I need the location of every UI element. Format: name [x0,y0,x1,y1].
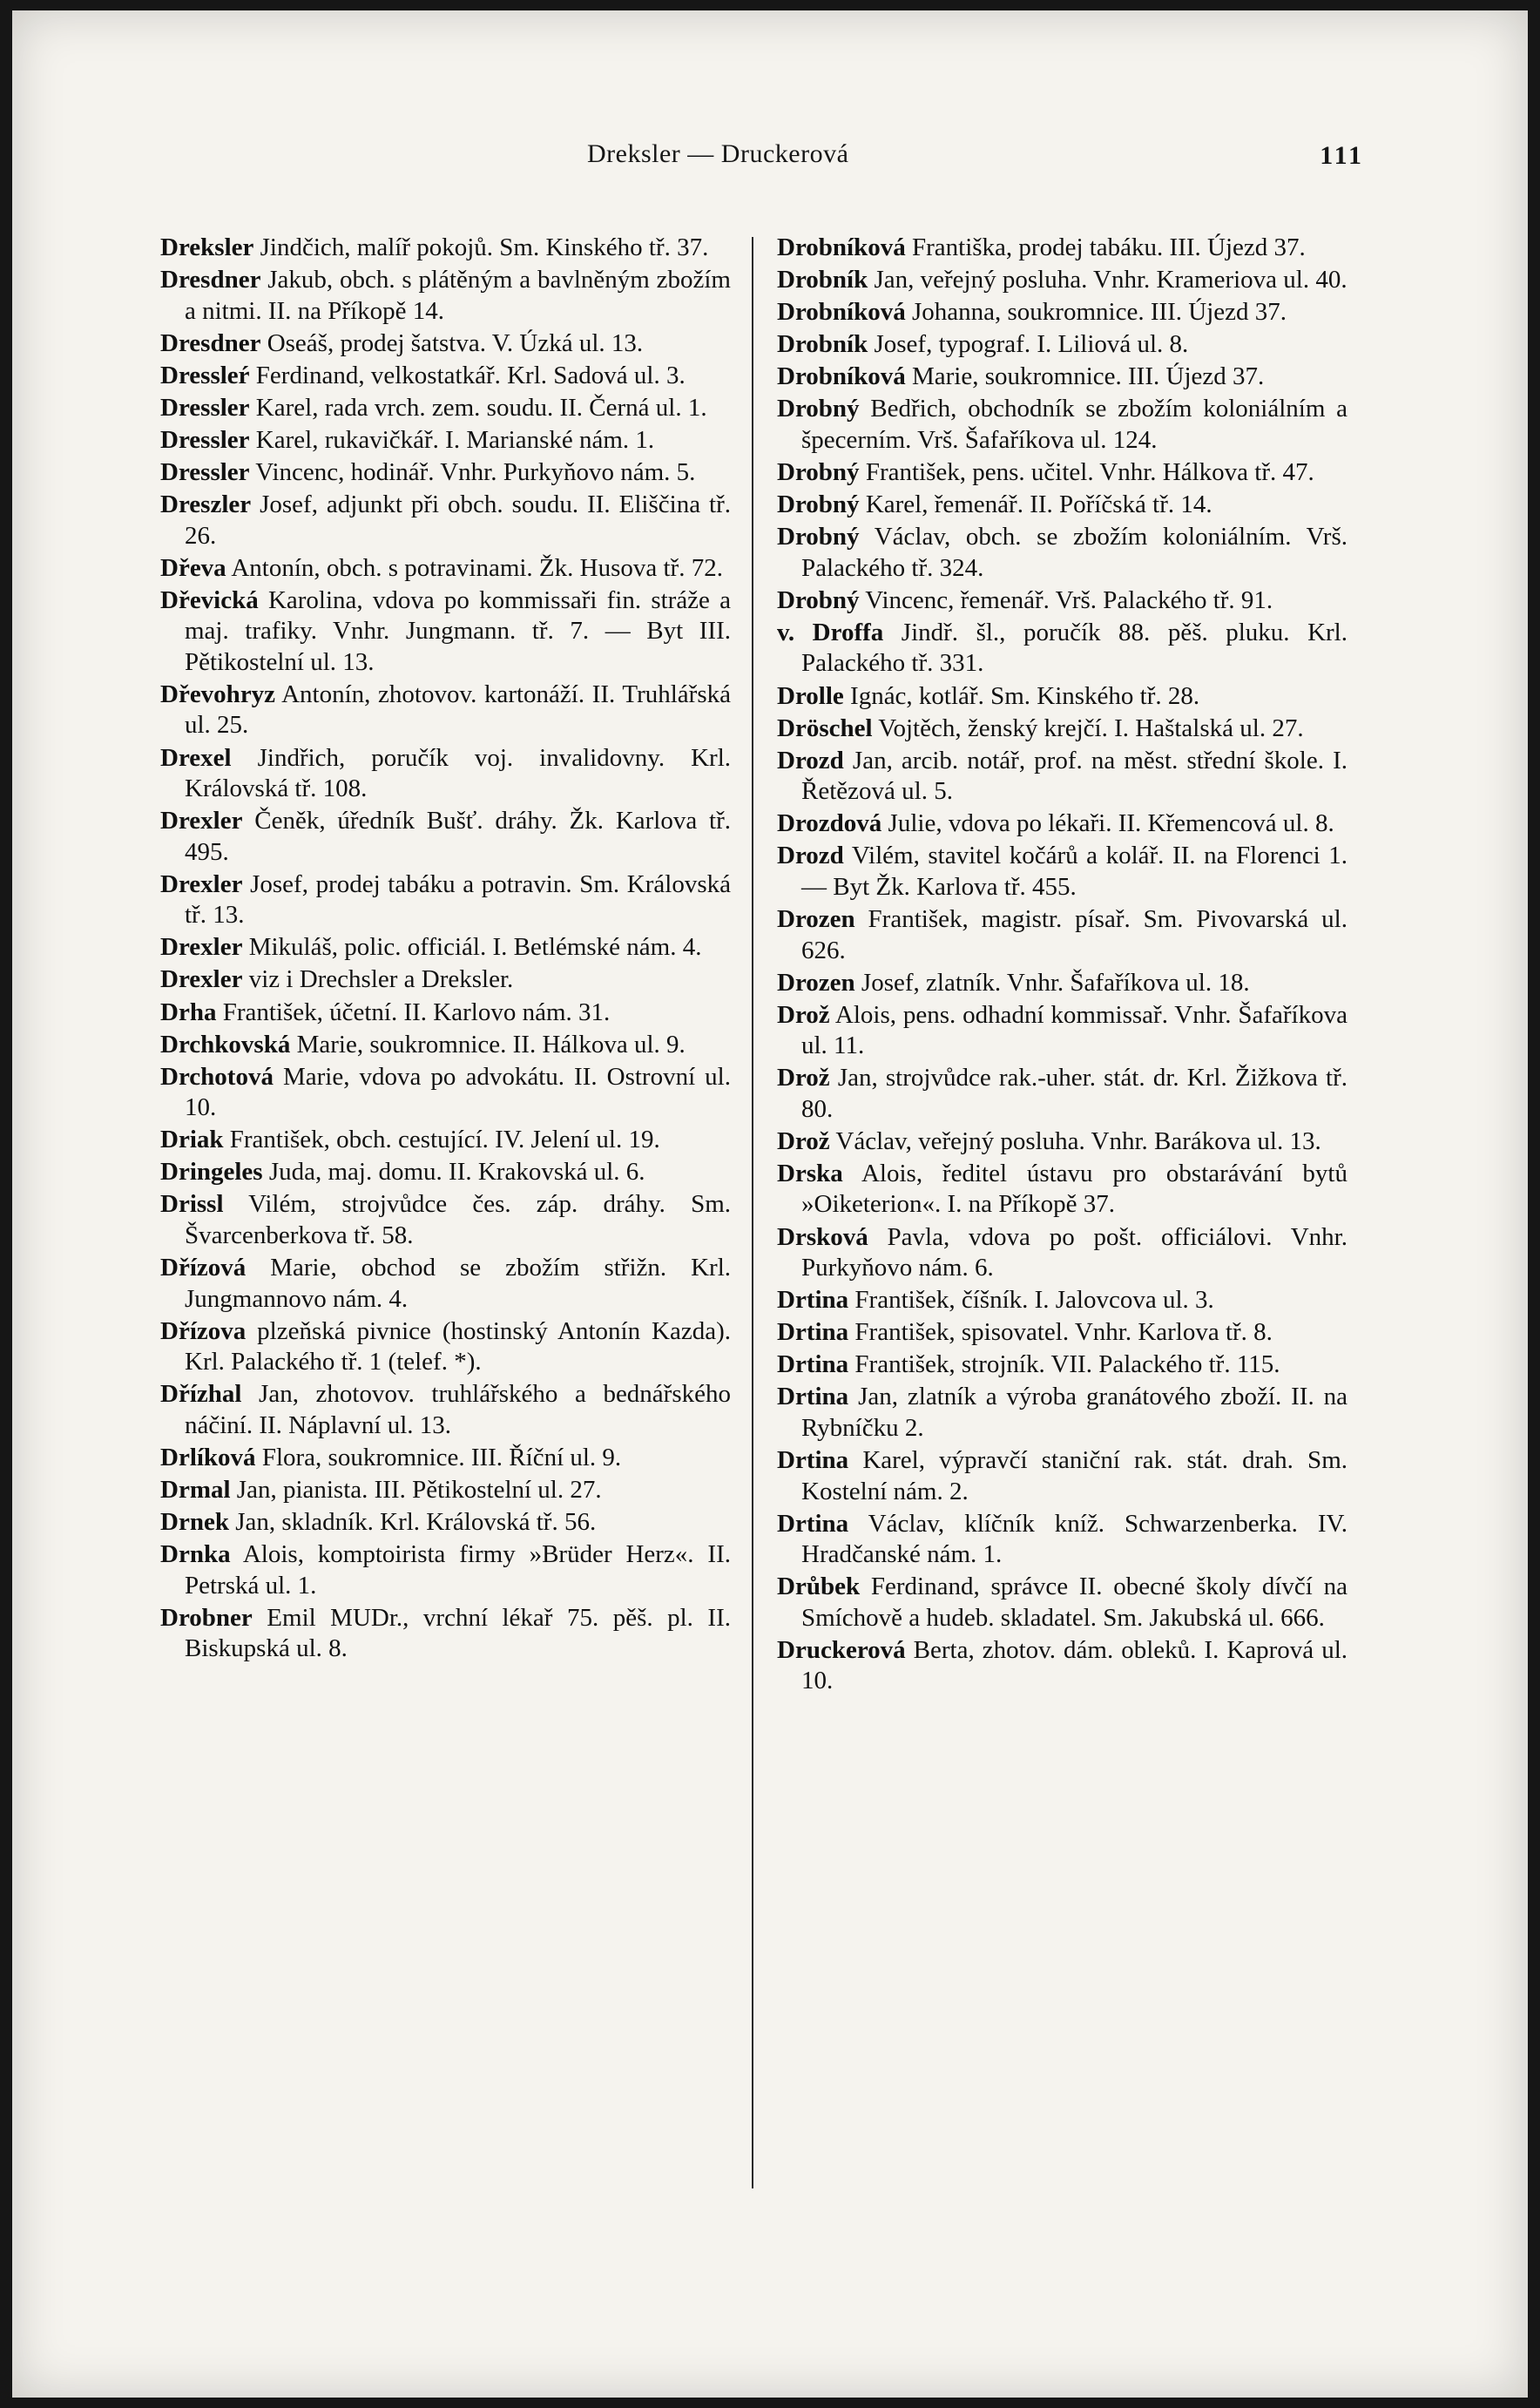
directory-entry [777,808,1348,840]
directory-entry [160,1539,731,1601]
entry-details: Vilém, strojvůdce čes. záp. dráhy. Sm. Švarcenberkova tř. 58. [185,1190,731,1249]
entry-surname: Drchkovská [160,1030,291,1059]
directory-entry [777,265,1348,296]
entry-details: Marie, soukromnice. III. Újezd 37. [905,362,1265,391]
directory-entry [160,806,731,868]
entry-details: Alois, ředitel ústavu pro obstarávání bytů »Oiketerion«. I. na Příkopě 37. [801,1159,1348,1219]
entry-details: Jan, skladník. Krl. Královská tř. 56. [228,1508,597,1537]
entry-details: Marie, vdova po advokátu. II. Ostrovní ul. 10. [185,1062,731,1122]
directory-entry [777,522,1348,584]
entry-details: Juda, maj. domu. II. Krakovská ul. 6. [262,1158,645,1187]
entry-surname: Dresdner [160,328,261,357]
directory-entry [160,490,731,551]
entry-surname: Drska [777,1159,843,1187]
entry-surname: Drnka [160,1540,231,1569]
page-number: 111 [1320,141,1364,170]
directory-entry [160,1507,731,1539]
entry-surname: Drůbek [777,1573,861,1601]
entry-surname: Drissl [160,1190,224,1219]
directory-entry [160,743,731,805]
directory-entry [160,425,731,457]
entry-details: František, účetní. II. Karlovo nám. 31. [216,998,611,1026]
entry-surname: Dreszler [160,490,252,519]
entry-surname: Dressler [160,393,250,422]
entry-details: Jan, strojvůdce rak.-uher. stát. dr. Krl. Žižkova tř. 80. [801,1064,1348,1123]
directory-entry [160,457,731,489]
entry-surname: Dřízhal [160,1380,242,1409]
entry-surname: Dringeles [160,1158,263,1187]
entry-surname: Drozd [777,746,844,774]
directory-entry [777,1222,1348,1284]
entry-details: Alois, pens. odhadní kommissař. Vnhr. Šafaříkova ul. 11. [801,1000,1348,1060]
directory-entry [777,1317,1348,1349]
left-column [160,233,731,1666]
directory-entry [777,1063,1348,1125]
entry-details: Jan, pianista. III. Pětikostelní ul. 27. [230,1475,602,1504]
entry-surname: Drozdová [777,809,882,838]
directory-entry [777,1382,1348,1444]
directory-entry [777,841,1348,903]
entry-surname: Drož [777,1126,830,1155]
entry-details: Jakub, obch. s plátěným a bavlněným zbožím a nitmi. II. na Příkopě 14. [185,266,731,325]
directory-entry [777,1349,1348,1381]
entry-details: Václav, veřejný posluha. Vnhr. Barákova ul. 13. [829,1126,1321,1155]
directory-entry [160,1443,731,1474]
entry-details: František, pens. učitel. Vnhr. Hálkova tř. 47. [859,458,1314,487]
entry-surname: Dreksler [160,233,254,261]
entry-details: Jindř. šl., poručík 88. pěš. pluku. Krl. Palackého tř. 331. [801,618,1348,678]
entry-surname: Drobníková [777,233,906,261]
directory-entry [777,714,1348,745]
entry-details: Johanna, soukromnice. III. Újezd 37. [905,298,1287,327]
entry-details: Čeněk, úředník Bušť. dráhy. Žk. Karlova tř. 495. [185,807,731,866]
entry-surname: Drozen [777,968,855,997]
entry-details: Julie, vdova po lékaři. II. Křemencová ul. 8. [881,809,1334,838]
entry-details: Františka, prodej tabáku. III. Újezd 37. [905,233,1306,261]
directory-entry [160,1253,731,1315]
entry-surname: Drtina [777,1286,849,1315]
directory-entry [777,1159,1348,1221]
entry-surname: Drchotová [160,1062,274,1091]
entry-details: Karel, výpravčí staniční rak. stát. drah. Sm. Kostelní nám. 2. [801,1446,1348,1505]
entry-surname: Drobník [777,330,868,359]
entry-surname: Dröschel [777,714,873,742]
column-divider [752,237,753,2188]
directory-entry [777,1635,1348,1697]
entry-surname: Dřevohryz [160,680,276,708]
directory-entry [160,1379,731,1441]
entry-details: Karel, rada vrch. zem. soudu. II. Černá ul. 1. [249,393,707,422]
entry-surname: v. Droffa [777,618,884,646]
entry-surname: Drozen [777,905,855,933]
entry-details: Josef, typograf. I. Liliová ul. 8. [868,330,1189,359]
entry-details: Jan, zhotovov. truhlářského a bednářského náčiní. II. Náplavní ul. 13. [185,1380,731,1439]
entry-details: Jan, arcib. notář, prof. na měst. střední škole. I. Řetězová ul. 5. [801,746,1348,806]
entry-surname: Driak [160,1126,224,1154]
directory-entry [777,1572,1348,1634]
directory-entry [160,1603,731,1665]
entry-details: Josef, zlatník. Vnhr. Šafaříkova ul. 18. [854,968,1250,997]
entry-details: Jindčich, malíř pokojů. Sm. Kinského tř. 37. [253,233,709,261]
directory-entry [160,998,731,1029]
directory-entry [160,585,731,679]
directory-entry [777,457,1348,489]
directory-entry [777,968,1348,999]
directory-entry [777,1000,1348,1062]
directory-entry [160,393,731,424]
entry-surname: Drexler [160,807,243,835]
directory-entry [160,1157,731,1188]
entry-details: Marie, soukromnice. II. Hálkova ul. 9. [290,1030,686,1059]
directory-entry [777,746,1348,808]
entry-details: Jindřich, poručík voj. invalidovny. Krl. Královská tř. 108. [185,743,731,803]
directory-entry [777,394,1348,456]
directory-entry [777,1285,1348,1316]
entry-details: Vilém, stavitel kočárů a kolář. II. na Florenci 1. — Byt Žk. Karlova tř. 455. [801,842,1348,901]
directory-entry [777,297,1348,328]
entry-details: viz i Drechsler a Dreksler. [242,965,514,994]
entry-surname: Drobný [777,458,860,487]
directory-entry [160,1316,731,1378]
directory-entry [777,681,1348,713]
entry-surname: Drmal [160,1475,231,1504]
directory-entry [160,361,731,392]
entry-surname: Dřízova [160,1316,247,1345]
directory-entry [777,904,1348,966]
entry-details: František, strojník. VII. Palackého tř. 115. [848,1350,1280,1379]
entry-surname: Drtina [777,1318,849,1347]
entry-details: plzeňská pivnice (hostinský Antonín Kazda). Krl. Palackého tř. 1 (telef. *). [185,1316,731,1376]
entry-details: Jan, zlatník a výroba granátového zboží. II. na Rybníčku 2. [801,1383,1348,1442]
entry-surname: Drexler [160,965,243,994]
entry-details: Antonín, zhotovov. kartonáží. II. Truhlářská ul. 25. [185,680,731,740]
entry-surname: Drexel [160,743,232,772]
entry-surname: Drsková [777,1222,868,1251]
entry-details: Ferdinand, správce II. obecné školy dívčí na Smíchově a hudeb. skladatel. Sm. Jakubská ul. 666. [801,1573,1348,1632]
entry-surname: Drtina [777,1383,849,1411]
entry-surname: Drobný [777,395,860,423]
entry-details: Václav, obch. se zbožím koloniálním. Vrš. Palackého tř. 324. [801,523,1348,582]
entry-details: Josef, prodej tabáku a potravin. Sm. Královská tř. 13. [185,869,731,930]
entry-details: Bedřich, obchodník se zbožím koloniálním a špecerním. Vrš. Šafaříkova ul. 124. [801,395,1348,454]
entry-surname: Drolle [777,681,844,710]
entry-surname: Dressleŕ [160,361,250,389]
entry-surname: Drož [777,1064,830,1092]
entry-surname: Drtina [777,1509,849,1538]
entry-details: Vincenc, řemenář. Vrš. Palackého tř. 91. [859,585,1273,614]
entry-details: Karel, řemenář. II. Poříčská tř. 14. [859,490,1212,519]
entry-details: Karolina, vdova po kommissaři fin. stráže a maj. trafiky. Vnhr. Jungmann. tř. 7. — Byt III. Pětikostelní ul. 13. [185,585,731,676]
entry-details: František, obch. cestující. IV. Jelení ul. 19. [223,1126,660,1154]
directory-entry [160,680,731,741]
entry-surname: Drnek [160,1508,229,1537]
entry-details: František, spisovatel. Vnhr. Karlova tř. 8. [848,1318,1273,1347]
entry-details: Mikuláš, polic. officiál. I. Betlémské nám. 4. [242,933,702,962]
directory-entry [777,490,1348,521]
entry-surname: Drobníková [777,362,906,391]
entry-surname: Dresdner [160,266,261,294]
directory-entry [777,1509,1348,1571]
entry-surname: Dřeva [160,553,226,582]
directory-entry [160,1062,731,1124]
entry-surname: Drlíková [160,1443,256,1471]
directory-entry [160,1475,731,1506]
entry-details: Oseáš, prodej šatstva. V. Úzká ul. 13. [260,328,644,357]
directory-entry [160,553,731,585]
entry-details: Flora, soukromnice. III. Říční ul. 9. [255,1443,622,1471]
entry-details: Karel, rukavičkář. I. Marianské nám. 1. [249,425,655,454]
entry-surname: Drozd [777,842,844,870]
directory-entry [160,1030,731,1061]
entry-details: Berta, zhotov. dám. obleků. I. Kaprová ul. 10. [801,1635,1348,1695]
entry-surname: Dřízová [160,1254,247,1282]
directory-entry [777,585,1348,617]
directory-page [12,10,1528,2398]
entry-details: Alois, komptoirista firmy »Brüder Herz«. II. Petrská ul. 1. [185,1540,731,1600]
running-head: Dreksler — Druckerová [587,139,849,168]
directory-entry [160,1125,731,1156]
entry-details: Antonín, obch. s potravinami. Žk. Husova tř. 72. [226,553,723,582]
entry-surname: Dressler [160,458,250,487]
entry-surname: Drobný [777,523,860,551]
right-column [777,233,1348,1698]
directory-entry [160,233,731,264]
directory-entry [160,869,731,931]
entry-surname: Drtina [777,1446,849,1475]
entry-surname: Drexler [160,869,243,898]
entry-surname: Drtina [777,1350,849,1379]
directory-entry [777,618,1348,680]
entry-surname: Drož [777,1000,830,1029]
entry-details: Pavla, vdova po pošt. officiálovi. Vnhr. Purkyňovo nám. 6. [801,1222,1348,1282]
entry-surname: Drobníková [777,298,906,327]
entry-details: Josef, adjunkt při obch. soudu. II. Eliščina tř. 26. [185,490,731,550]
directory-entry [777,233,1348,264]
directory-entry [160,328,731,360]
entry-details: Vincenc, hodinář. Vnhr. Purkyňovo nám. 5. [249,458,696,487]
directory-entry [160,1189,731,1251]
entry-surname: Drobník [777,266,868,294]
entry-details: Marie, obchod se zbožím střižn. Krl. Jungmannovo nám. 4. [185,1254,731,1313]
directory-entry [777,362,1348,393]
directory-entry [160,964,731,996]
entry-details: Ferdinand, velkostatkář. Krl. Sadová ul. 3. [249,361,686,389]
directory-entry [777,1126,1348,1158]
entry-details: František, číšník. I. Jalovcova ul. 3. [848,1286,1214,1315]
entry-details: František, magistr. písař. Sm. Pivovarská ul. 626. [801,905,1348,964]
entry-surname: Dressler [160,425,250,454]
entry-details: Jan, veřejný posluha. Vnhr. Krameriova ul. 40. [868,266,1348,294]
entry-surname: Drobný [777,490,860,519]
directory-entry [160,932,731,964]
entry-details: Emil MUDr., vrchní lékař 75. pěš. pl. II. Biskupská ul. 8. [185,1603,731,1663]
entry-surname: Drobný [777,585,860,614]
directory-entry [777,1445,1348,1507]
entry-surname: Dřevická [160,585,259,614]
entry-details: Vojtěch, ženský krejčí. I. Haštalská ul. 27. [872,714,1304,742]
entry-surname: Druckerová [777,1635,906,1664]
entry-details: Ignác, kotlář. Sm. Kinského tř. 28. [843,681,1200,710]
directory-entry [777,329,1348,361]
entry-surname: Drobner [160,1603,253,1632]
directory-entry [160,265,731,327]
entry-surname: Drha [160,998,217,1026]
entry-surname: Drexler [160,933,243,962]
entry-details: Václav, klíčník kníž. Schwarzenberka. IV. Hradčanské nám. 1. [801,1509,1348,1569]
